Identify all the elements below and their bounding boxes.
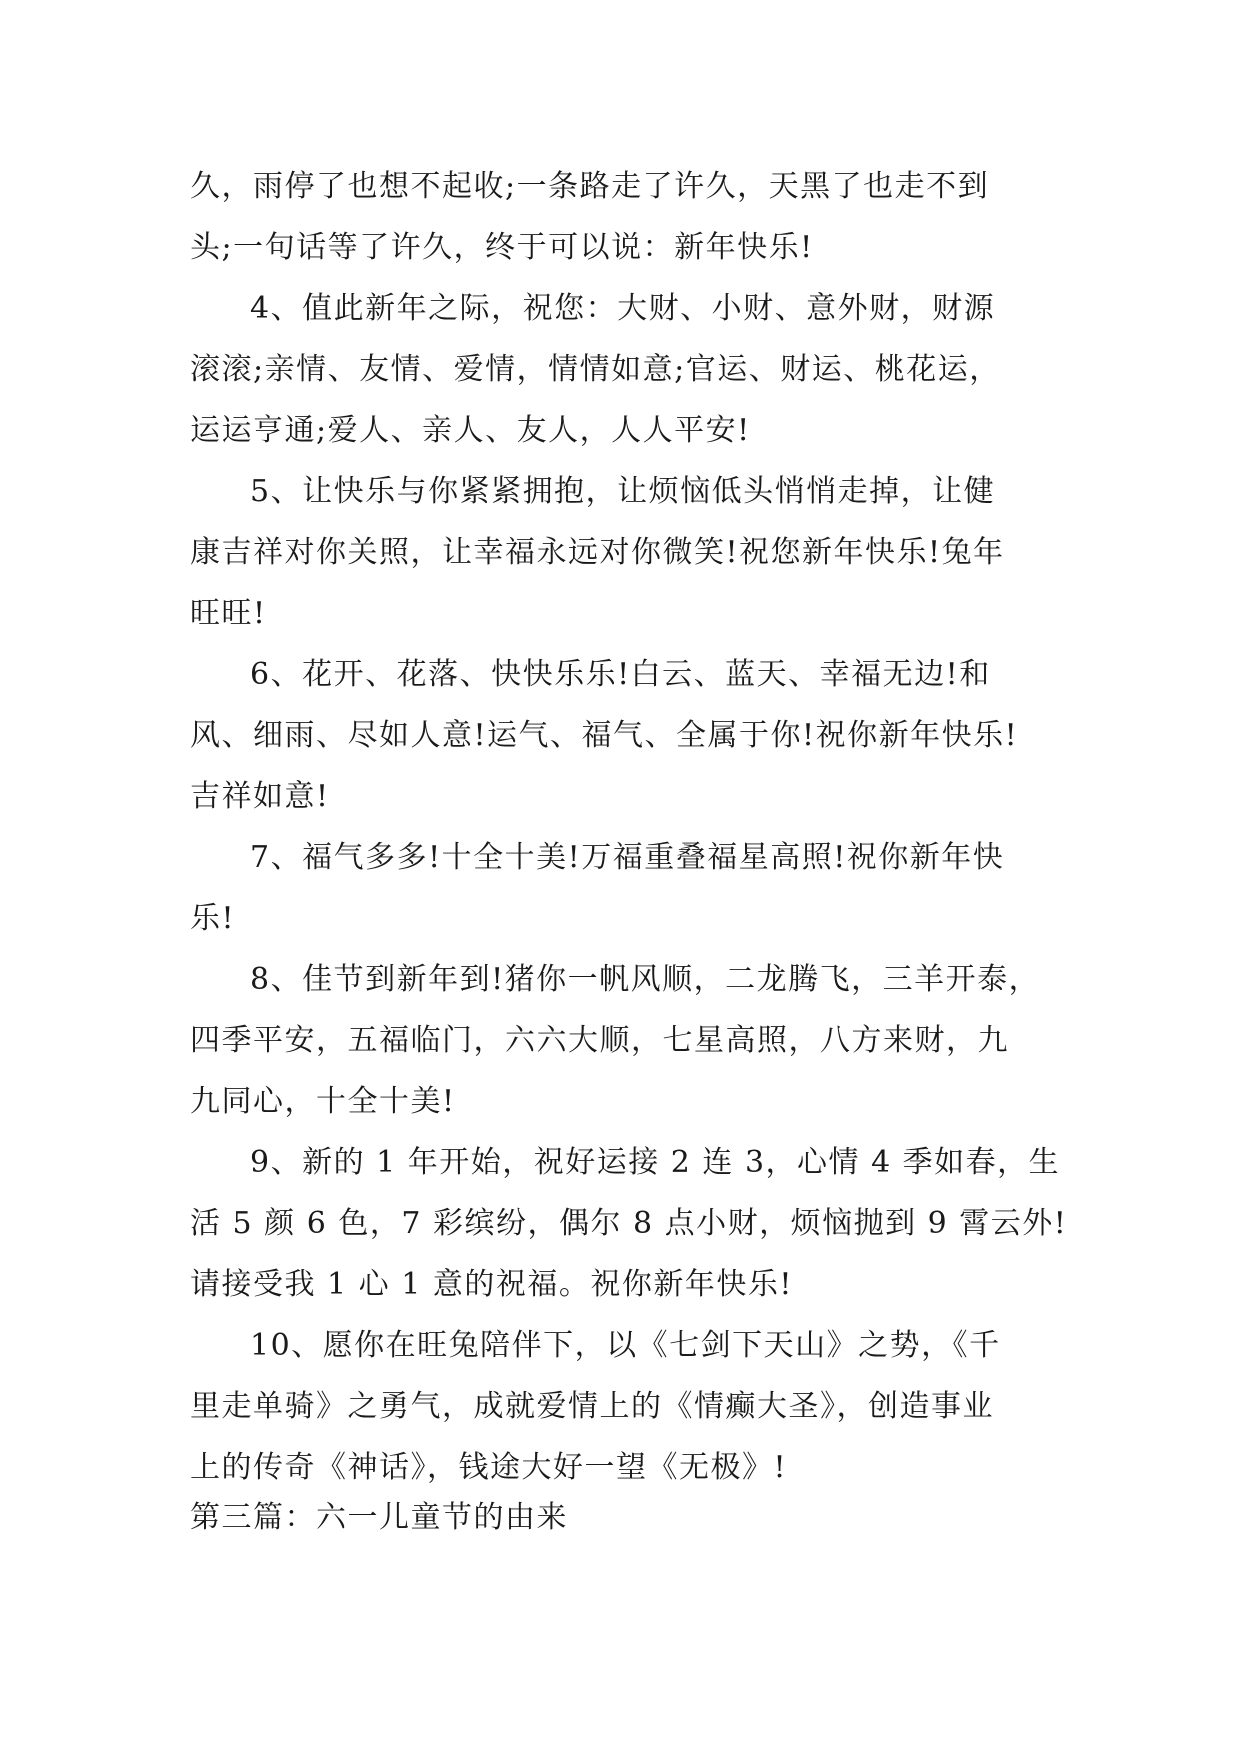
text-line-6: 5、让快乐与你紧紧拥抱，让烦恼低头悄悄走掉，让健	[250, 474, 996, 509]
text-line-16: 九同心，十全十美!	[190, 1084, 456, 1119]
text-line-8: 旺旺!	[190, 596, 267, 631]
text-line-2: 头;一句话等了许久，终于可以说：新年快乐!	[190, 230, 814, 265]
text-line-7: 康吉祥对你关照，让幸福永远对你微笑!祝您新年快乐!兔年	[190, 535, 1005, 570]
text-line-9: 6、花开、花落、快快乐乐!白云、蓝天、幸福无边!和	[250, 657, 991, 692]
text-line-1: 久，雨停了也想不起收;一条路走了许久，天黑了也走不到	[190, 169, 990, 204]
document-body	[190, 156, 1068, 1498]
text-line-11: 吉祥如意!	[190, 779, 330, 814]
text-line-12: 7、福气多多!十全十美!万福重叠福星高照!祝你新年快	[250, 840, 1005, 875]
text-line-15: 四季平安，五福临门，六六大顺，七星高照，八方来财，九	[190, 1023, 1009, 1058]
section-heading: 第三篇：六一儿童节的由来	[190, 1500, 568, 1535]
text-line-17: 9、新的 1 年开始，祝好运接 2 连 3，心情 4 季如春，生	[250, 1145, 1061, 1180]
text-line-13: 乐!	[190, 901, 236, 936]
text-line-19: 请接受我 1 心 1 意的祝福。祝你新年快乐!	[190, 1267, 793, 1302]
text-line-4: 滚滚;亲情、友情、爱情，情情如意;官运、财运、桃花运，	[190, 352, 1001, 387]
text-line-14: 8、佳节到新年到!猪你一帆风顺，二龙腾飞，三羊开泰，	[250, 962, 1041, 997]
text-line-3: 4、值此新年之际，祝您：大财、小财、意外财，财源	[250, 291, 996, 326]
text-line-20: 10、愿你在旺兔陪伴下，以《七剑下天山》之势，《千	[250, 1328, 1001, 1363]
text-line-5: 运运亨通;爱人、亲人、友人，人人平安!	[190, 413, 751, 448]
text-line-21: 里走单骑》之勇气，成就爱情上的《情癫大圣》，创造事业	[190, 1389, 994, 1424]
text-line-22: 上的传奇《神话》，钱途大好一望《无极》!	[190, 1450, 788, 1485]
text-line-18: 活 5 颜 6 色，7 彩缤纷，偶尔 8 点小财，烦恼抛到 9 霄云外!	[190, 1206, 1068, 1241]
text-line-10: 风、细雨、尽如人意!运气、福气、全属于你!祝你新年快乐!	[190, 718, 1019, 753]
